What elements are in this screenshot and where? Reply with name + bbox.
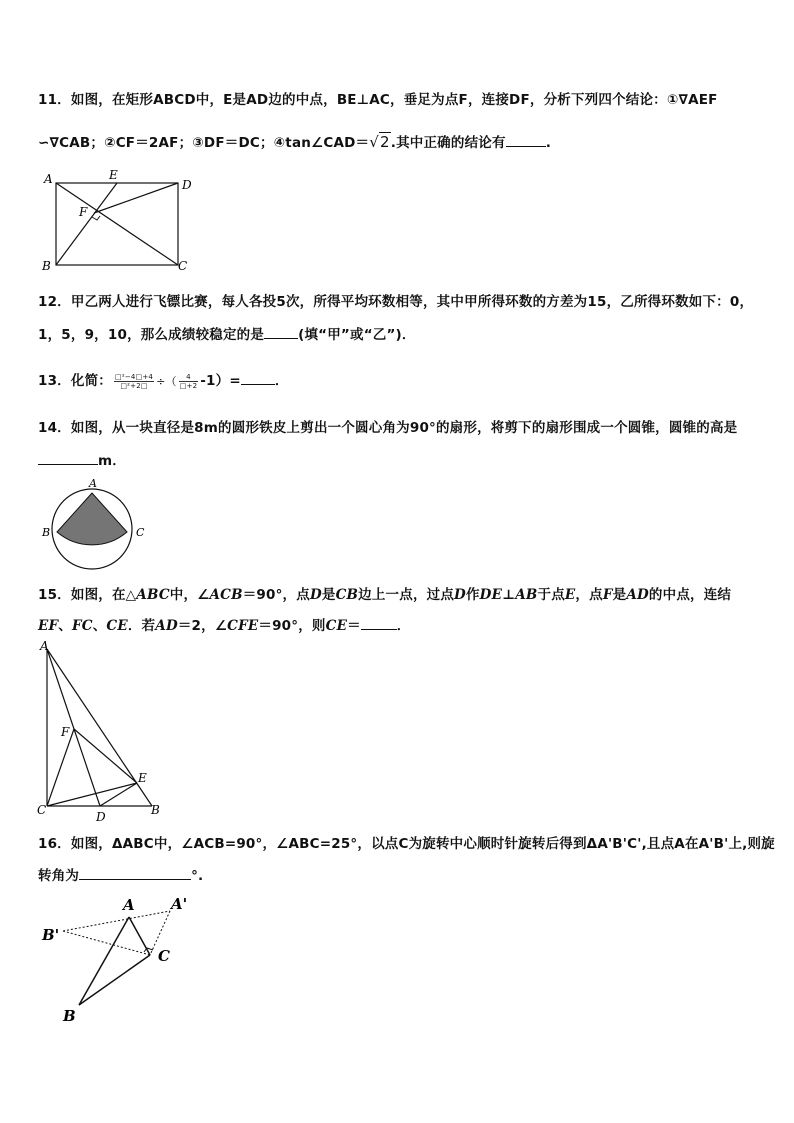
q12-line2 — [38, 323, 416, 343]
q12-line1: 12．甲乙两人进行飞镖比赛，每人各投5次，所得平均环数相等，其中甲所得环数的方差为15，乙所得环数如下：0， — [38, 294, 754, 310]
q15-ef: EF — [38, 618, 59, 634]
label-F: F — [79, 205, 88, 219]
label-B-prime: B' — [42, 926, 60, 944]
label-E: E — [138, 771, 147, 785]
label-B: B — [42, 259, 51, 273]
fraction-2: $\frac{4}{□+2}$ — [179, 372, 198, 390]
label-A-prime: A' — [171, 895, 188, 913]
label-A: A — [123, 896, 135, 914]
label-B: B — [42, 526, 51, 539]
q15-e1: E — [564, 587, 576, 603]
q15-t7: 于点 — [537, 587, 565, 603]
label-F: F — [61, 725, 70, 739]
q14-unit: m． — [98, 453, 126, 469]
q15-d1: D — [309, 587, 322, 603]
figure-14-circle-sector — [36, 474, 156, 574]
q13-divide: ÷（ — [156, 375, 177, 388]
label-C: C — [136, 526, 145, 539]
q15-ce: CE — [106, 618, 128, 634]
q16-line1: 16．如图，ΔABC中，∠ACB=90°，∠ABC=25°，以点C为旋转中心顺时针旋转后得到ΔA'B'C',且点A在A'B'上,则旋 — [38, 836, 775, 852]
q15-fc: FC — [71, 618, 93, 634]
label-B: B — [151, 803, 160, 817]
q15-ce2: CE — [325, 618, 348, 634]
q15-l2t2: ＝2，∠ — [177, 618, 228, 634]
q15-l2t4: ＝ — [347, 618, 361, 634]
q16-line2 — [38, 864, 203, 884]
label-A: A — [89, 477, 97, 490]
label-E: E — [109, 168, 118, 182]
q13-end: ． — [274, 373, 289, 389]
q15-l2t3: ＝90°，则 — [258, 618, 326, 634]
q11-line1: 11．如图，在矩形ABCD中，E是AD边的中点，BE⊥AC，垂足为点F，连接DF，分析下列四个结论：①∇AEF — [38, 92, 718, 108]
q16-text-a: 转角为 — [38, 868, 80, 884]
q16-text-b: °. — [191, 868, 204, 884]
label-C: C — [158, 947, 170, 965]
q12-text-b: (填“甲”或“乙”)． — [298, 327, 416, 343]
q15-abc: ABC — [136, 587, 170, 603]
q15-f1: F — [602, 587, 613, 603]
label-A: A — [44, 172, 53, 186]
q15-line2 — [38, 614, 410, 634]
q15-t8: ，点 — [575, 587, 603, 603]
figure-11-rectangle — [36, 170, 206, 274]
q15-c2: 、 — [92, 618, 107, 634]
q15-t2: 中，∠ — [169, 587, 210, 603]
q11-end: . — [545, 135, 552, 151]
q15-ad1: AD — [626, 587, 649, 603]
answer-blank-15[interactable] — [361, 617, 397, 630]
q13-tail: -1）= — [200, 373, 241, 389]
q15-t1: 15．如图，在△ — [38, 587, 137, 603]
q11-line2 — [38, 131, 551, 151]
q11-text-b: .其中正确的结论有 — [390, 135, 506, 151]
q12-text-a: 1，5，9，10，那么成绩较稳定的是 — [38, 327, 265, 343]
q15-t5: 边上一点，过点 — [358, 587, 455, 603]
q15-delab: DE⊥AB — [479, 587, 538, 603]
answer-blank-11[interactable] — [506, 134, 546, 147]
answer-blank-12[interactable] — [264, 326, 298, 339]
label-C: C — [178, 259, 188, 273]
q15-t4: 是 — [321, 587, 336, 603]
answer-blank-14[interactable] — [38, 452, 98, 465]
fraction-1: $\frac{\text{□²−4□+4}}{\text{□²+2□}}$ — [115, 372, 154, 390]
q14-line2 — [38, 449, 126, 469]
q15-c1: 、 — [58, 618, 72, 634]
q15-acb: ACB — [209, 587, 243, 603]
q15-t6: 作 — [465, 587, 480, 603]
q15-line1 — [38, 583, 731, 603]
figure-16-rotation — [38, 892, 208, 1026]
q14-line1: 14．如图，从一块直径是8m的圆形铁皮上剪出一个圆心角为90°的扇形，将剪下的扇形围成一个圆锥，圆锥的高是 — [38, 420, 738, 436]
q13-line — [38, 369, 289, 390]
q15-d2: D — [454, 587, 466, 603]
label-A: A — [40, 639, 49, 653]
label-D: D — [96, 810, 106, 824]
q13-prefix: 13．化简： — [38, 373, 112, 389]
q15-end: ． — [396, 618, 411, 634]
q15-t9: 是 — [612, 587, 627, 603]
q11-text-a: ∽∇CAB；②CF＝2AF；③DF＝DC；④tan∠CAD＝ — [38, 135, 370, 151]
answer-blank-16[interactable] — [79, 867, 191, 880]
label-C: C — [37, 803, 47, 817]
label-D: D — [182, 178, 192, 192]
answer-blank-13[interactable] — [241, 372, 275, 385]
label-B: B — [63, 1007, 76, 1025]
q15-l2t1: ．若 — [127, 618, 156, 634]
sqrt-2: √2 — [369, 133, 390, 151]
figure-15-triangle — [34, 637, 174, 823]
q15-ad2: AD — [155, 618, 178, 634]
q15-t10: 的中点，连结 — [648, 587, 732, 603]
q15-t3: ＝90°，点 — [242, 587, 310, 603]
q15-cb: CB — [335, 587, 359, 603]
q15-cfe: CFE — [227, 618, 259, 634]
